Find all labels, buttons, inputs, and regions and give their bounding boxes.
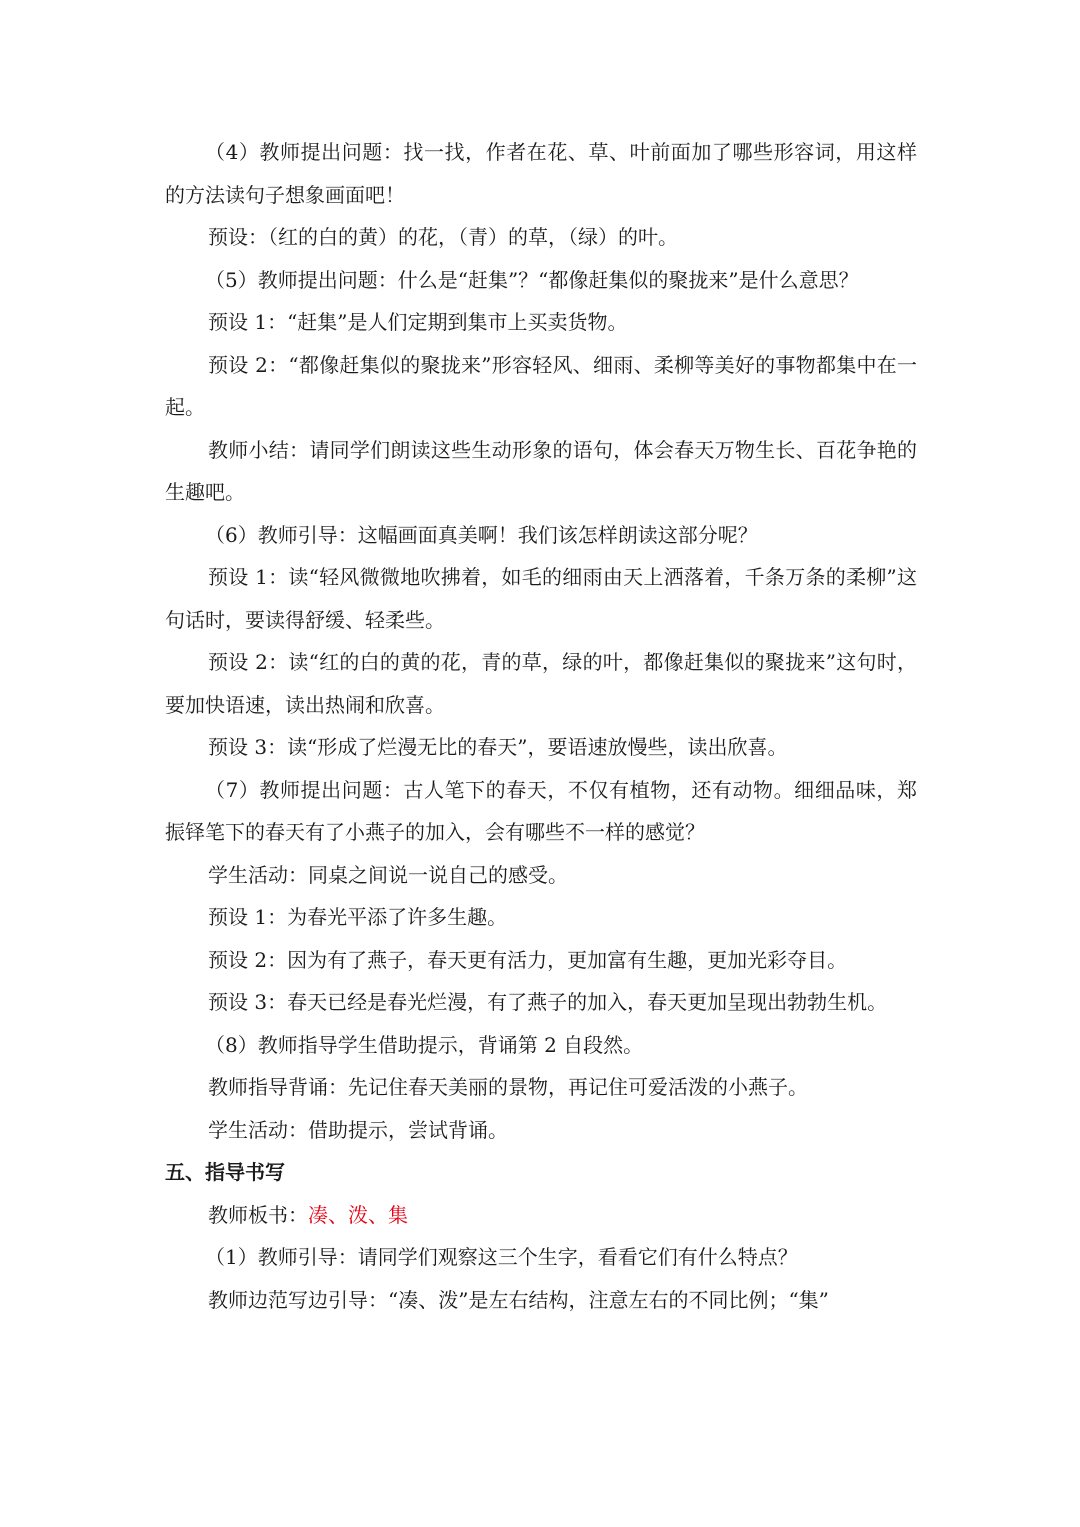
lesson-paragraphs [165, 131, 917, 1151]
paragraph-q7-preset3: 预设 3：春天已经是春光烂漫，有了燕子的加入，春天更加呈现出勃勃生机。 [208, 990, 888, 1014]
paragraph-q7-preset2: 预设 2：因为有了燕子，春天更有活力，更加富有生趣，更加光彩夺目。 [208, 947, 848, 972]
paragraph-q7-preset1: 预设 1：为春光平添了许多生趣。 [208, 905, 508, 929]
paragraph-q5-preset2: 预设 2：“都像赶集似的聚拢来”形容轻风、细雨、柔柳等美好的事物都集中在一起。 [165, 352, 917, 419]
paragraph-summary: 教师小结：请同学们朗读这些生动形象的语句，体会春天万物生长、百花争艳的生趣吧。 [165, 437, 917, 504]
paragraph-q8-activity: 学生活动：借助提示，尝试背诵。 [208, 1117, 508, 1142]
paragraph-q5: （5）教师提出问题：什么是“赶集”？“都像赶集似的聚拢来”是什么意思？ [205, 267, 859, 292]
paragraph-q6-preset1: 预设 1：读“轻风微微地吹拂着，如毛的细雨由天上洒落着，千条万条的柔柳”这句话时，要读得舒缓、轻柔些。 [165, 565, 917, 632]
paragraph-q4-preset: 预设：（红的白的黄）的花，（青）的草，（绿）的叶。 [208, 225, 678, 249]
section-heading: 五、指导书写 [165, 1160, 285, 1184]
paragraph-q7-activity: 学生活动：同桌之间说一说自己的感受。 [208, 862, 568, 887]
board-label: 教师板书： [208, 1202, 308, 1227]
board-writing-line [165, 1194, 917, 1237]
paragraph-w1: （1）教师引导：请同学们观察这三个生字，看看它们有什么特点？ [205, 1245, 798, 1269]
paragraph-q6: （6）教师引导：这幅画面真美啊！我们该怎样朗读这部分呢？ [205, 522, 758, 547]
board-characters: 凑、泼、集 [308, 1202, 408, 1227]
writing-paragraphs [165, 1236, 917, 1321]
paragraph-q6-preset2: 预设 2：读“红的白的黄的花，青的草，绿的叶，都像赶集似的聚拢来”这句时，要加快语速，读出热闹和欣喜。 [165, 650, 917, 717]
document-page [165, 131, 917, 1321]
paragraph-w2: 教师边范写边引导：“凑、泼”是左右结构，注意左右的不同比例；“集” [208, 1287, 829, 1312]
paragraph-q7: （7）教师提出问题：古人笔下的春天，不仅有植物，还有动物。细细品味，郑振铎笔下的春天有了小燕子的加入，会有哪些不一样的感觉？ [165, 777, 917, 844]
paragraph-q4: （4）教师提出问题：找一找，作者在花、草、叶前面加了哪些形容词，用这样的方法读句子想象画面吧！ [165, 140, 917, 207]
paragraph-q5-preset1: 预设 1：“赶集”是人们定期到集市上买卖货物。 [208, 310, 628, 334]
paragraph-q8-guide: 教师指导背诵：先记住春天美丽的景物，再记住可爱活泼的小燕子。 [208, 1075, 808, 1099]
paragraph-q8: （8）教师指导学生借助提示，背诵第 2 自段然。 [205, 1032, 644, 1057]
paragraph-q6-preset3: 预设 3：读“形成了烂漫无比的春天”，要语速放慢些，读出欣喜。 [208, 735, 788, 759]
